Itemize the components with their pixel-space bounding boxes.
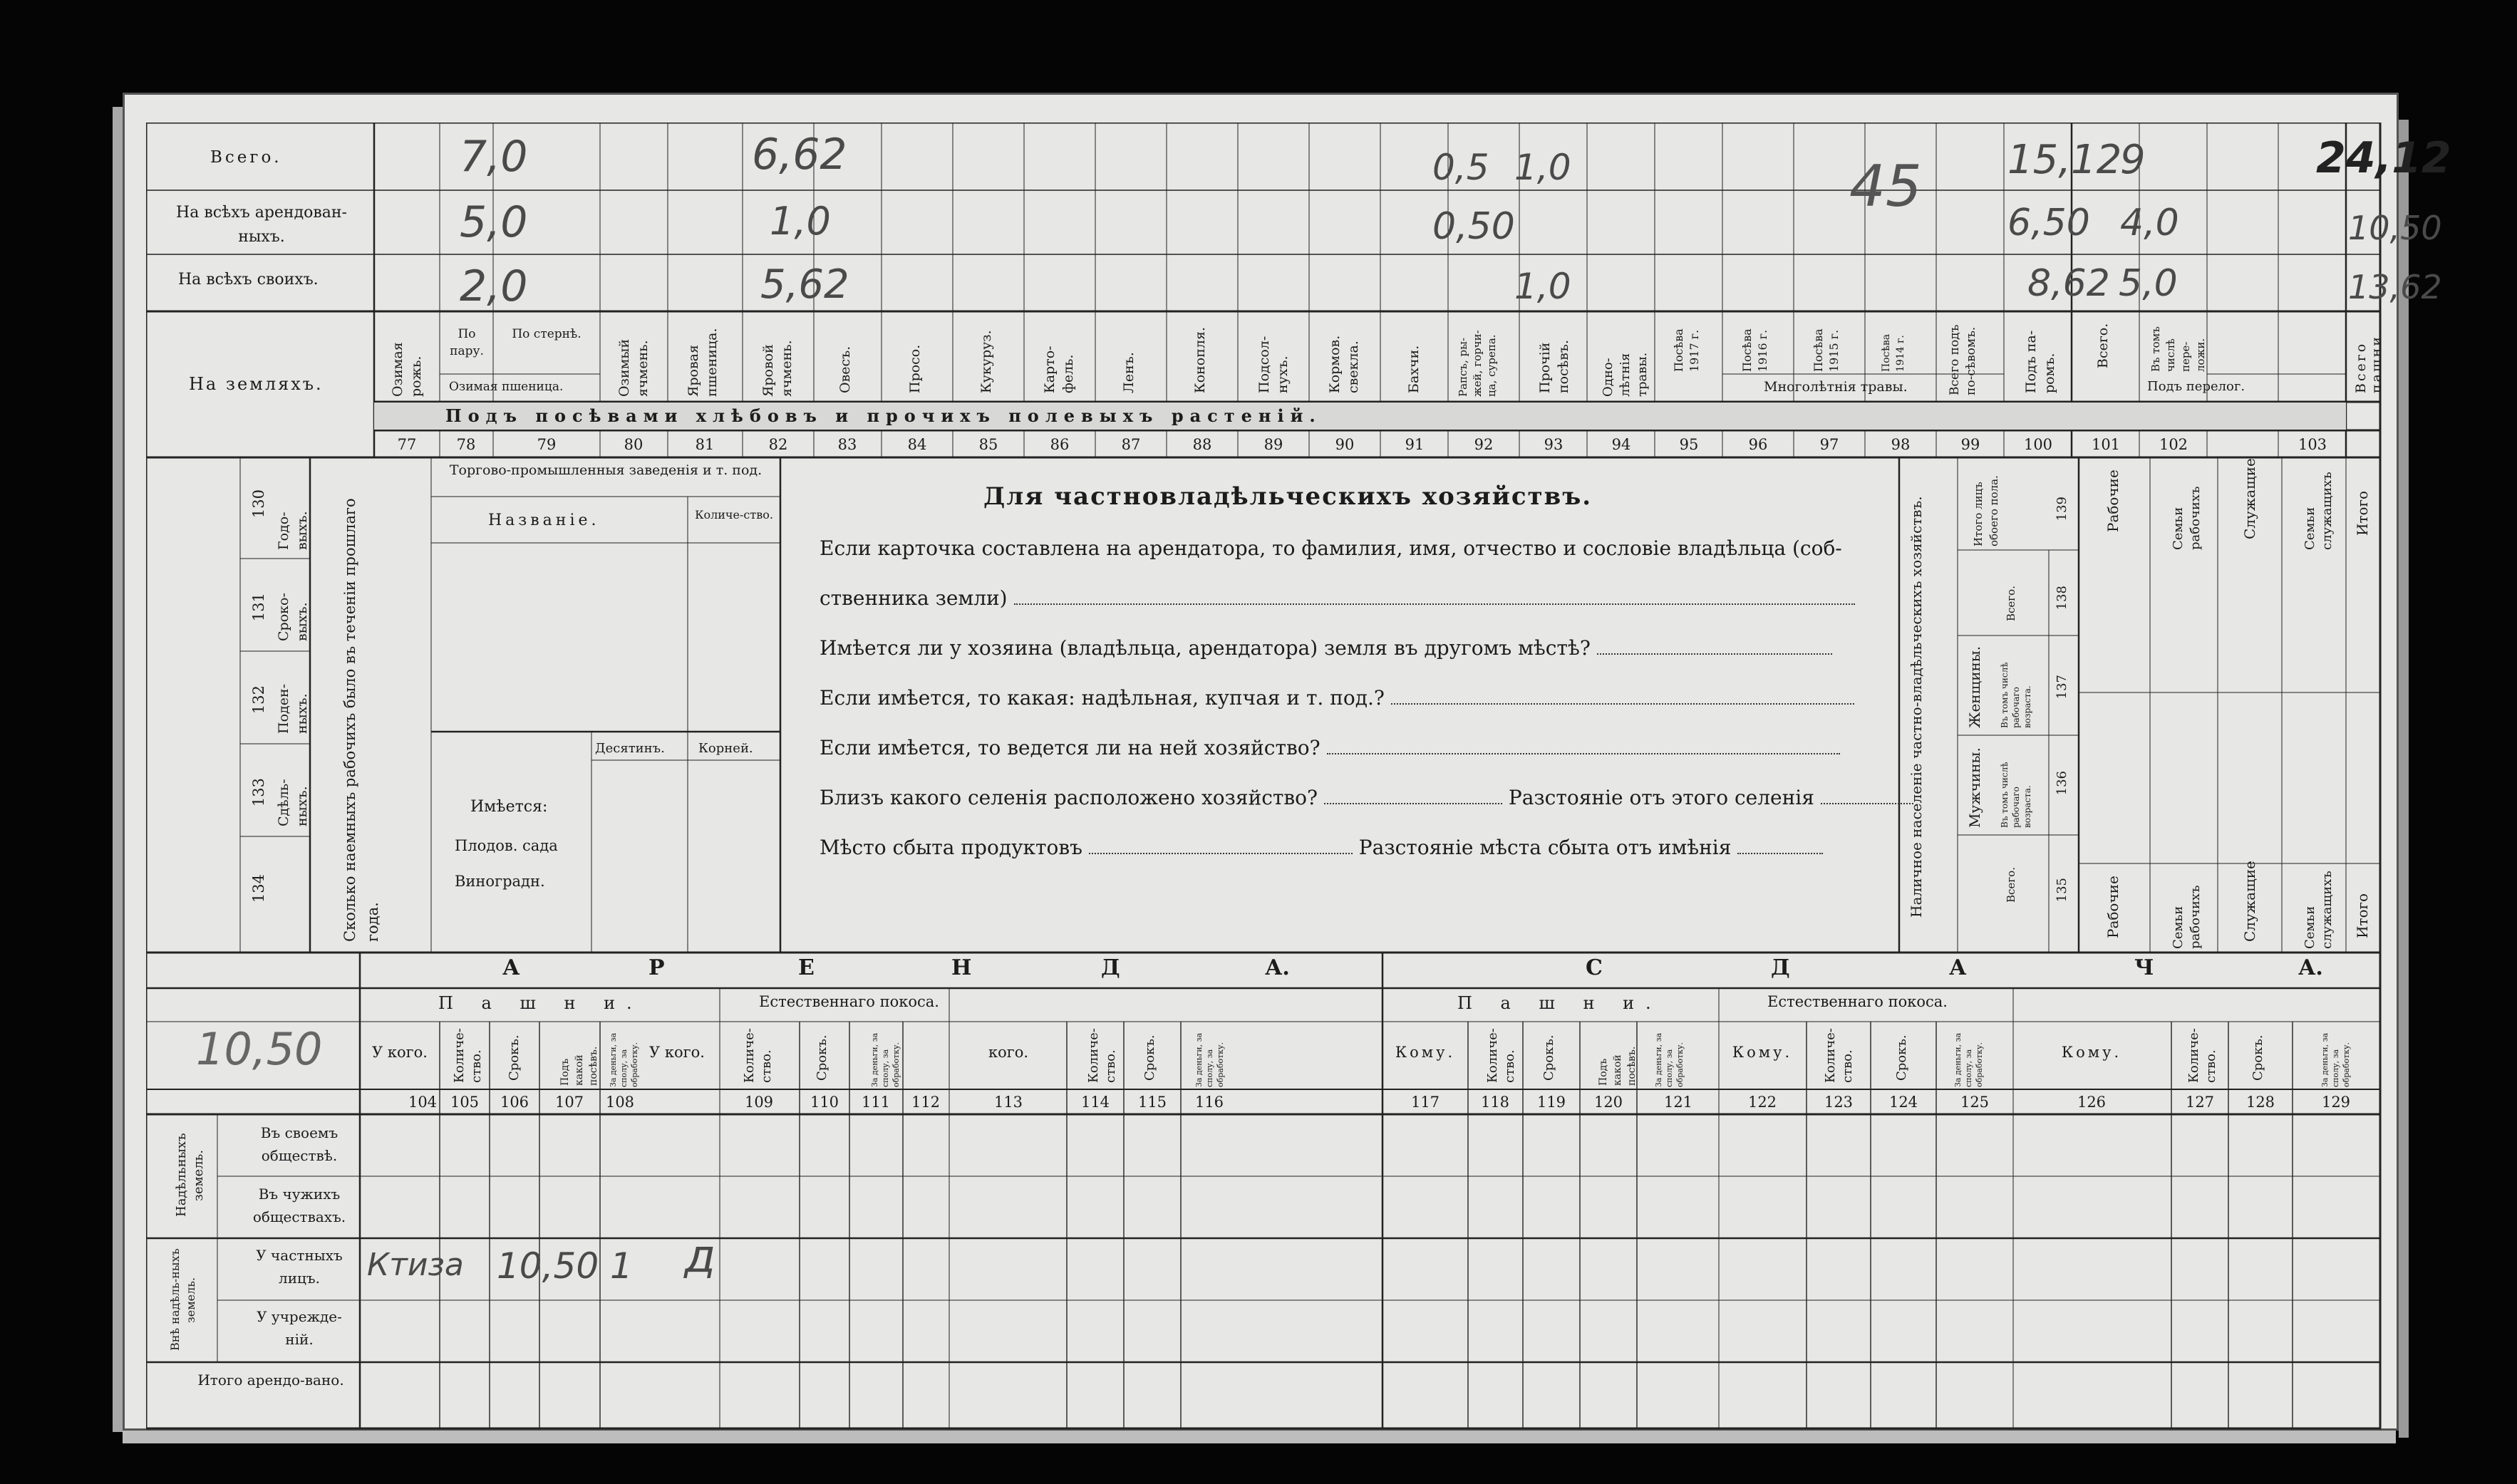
bcol-num-128: 128: [2245, 1094, 2275, 1111]
hw-rented-103: 10,50: [2348, 209, 2442, 247]
bcol-header-128: Срокъ.: [2250, 1034, 2265, 1081]
col-header-88: Конопля.: [1192, 326, 1208, 393]
pop-num-137: 137: [2055, 675, 2069, 700]
men-total-label: Всего.: [2005, 867, 2017, 903]
col-header-100: Подъ па-ромъ.: [2023, 330, 2057, 393]
private-line-which: [820, 688, 1854, 708]
bcol-header-118: Количе-ство.: [1485, 1028, 1517, 1083]
page-edge-left: [113, 107, 123, 1432]
private-line-distance-text: Разстоянiе отъ этого селенiя: [1508, 786, 1814, 809]
trade-qty-header: Количе-ство.: [695, 508, 773, 522]
bcol-header-113: кого.: [988, 1044, 1029, 1061]
col-header-81: Яровая пшеница.: [686, 328, 720, 397]
band-title: Подъ посѣвами хлѣбовъ и прочихъ полевыхъ растенiй.: [445, 405, 1322, 426]
bcol-num-123: 123: [1824, 1094, 1854, 1111]
market-distance-answer-field[interactable]: [1737, 853, 1823, 854]
hw-total-82: 6,62: [752, 130, 847, 180]
col-num-84: 84: [907, 436, 927, 453]
bcol-num-119: 119: [1536, 1094, 1566, 1111]
bcol-num-121: 121: [1663, 1094, 1693, 1111]
men-label: Мужчины.: [1966, 747, 1983, 828]
arenda-letter-2: Р: [648, 955, 665, 980]
bcol-header-126: Кому.: [2061, 1044, 2122, 1061]
women-label: Женщины.: [1966, 645, 1983, 728]
workers-title: Сколько наемныхъ рабочихъ было въ теченiи прошлаго года.: [341, 498, 381, 942]
bcol-header-125: За деньги, за сполу, за обработку.: [1953, 1032, 1984, 1087]
workers-col-133: Сдѣль-ныхъ.: [276, 779, 310, 826]
population-title: Наличное населенiе частно-владѣльческихъ хозяйствъ.: [1908, 496, 1925, 918]
distance-answer-field[interactable]: [1821, 803, 1913, 804]
bcol-num-126: 126: [2077, 1094, 2107, 1111]
bcol-header-114: Количе-ство.: [1086, 1028, 1118, 1083]
right-col-employees-2: Служащие: [2241, 861, 2258, 942]
workers-num-132: 132: [250, 685, 267, 715]
private-line-village-text: Близъ какого селенiя расположено хозяйство?: [820, 786, 1318, 809]
desyatin-header: Десятинъ.: [595, 741, 665, 756]
village-answer-field[interactable]: [1324, 803, 1502, 804]
right-col-total-2: Итого: [2354, 893, 2371, 938]
group-perennial: Многолѣтнiя травы.: [1764, 379, 1908, 395]
col-header-99: Всего подъ по-сѣвомъ.: [1948, 324, 1978, 395]
col-num-93: 93: [1544, 436, 1564, 453]
col-header-92: Рапсъ, ры-жей, горчи-ца, сурепа.: [1457, 330, 1498, 397]
bcol-header-129: За деньги, за сполу, за обработку.: [2320, 1032, 2351, 1087]
col-header-102: Въ томъ числѣ пере-ложи.: [2149, 326, 2207, 372]
pop-num-138: 138: [2055, 586, 2069, 611]
col-num-96: 96: [1748, 436, 1768, 453]
bcol-num-104: 104: [408, 1094, 438, 1111]
col-header-93: Прочiй посѣвъ.: [1537, 339, 1571, 393]
bcol-num-107: 107: [554, 1094, 584, 1111]
pop-num-136: 136: [2055, 771, 2069, 796]
trade-title: Торгово-промышленныя заведенiя и т. под.: [449, 462, 763, 478]
col-header-101: Всего.: [2095, 323, 2111, 368]
page-edge-right: [2399, 120, 2409, 1438]
farming-answer-field[interactable]: [1327, 753, 1840, 754]
hw-total-103: 24,12: [2316, 133, 2451, 183]
private-line-owner-cont-text: ственника земли): [820, 586, 1008, 610]
women-total-label: Всего.: [2005, 586, 2017, 621]
col-header-95: Посѣва 1917 г.: [1672, 328, 1701, 372]
arenda-letter-5: Д: [1101, 955, 1120, 980]
bcol-num-125: 125: [1960, 1094, 1990, 1111]
private-line-other-land: [820, 638, 1832, 658]
bcol-header-124: Срокъ.: [1894, 1034, 1909, 1081]
private-line-market-text: Мѣсто сбыта продуктовъ: [820, 836, 1082, 859]
group-fallow: Подъ перелог.: [2147, 379, 2245, 394]
bcol-header-111: Срокъ.: [815, 1034, 829, 1081]
workers-num-131: 131: [250, 593, 267, 622]
sdacha-letter-5: А.: [2298, 955, 2323, 980]
bcol-header-120: Подъ какой посѣвъ.: [1598, 1046, 1638, 1086]
col-header-78: По пару.: [450, 327, 484, 358]
hw-own-100: 5,0: [2119, 262, 2178, 305]
right-col-employee-families-2: Семьи служащихъ: [2302, 871, 2335, 949]
bcol-header-108: За деньги, за сполу, за обработку.: [609, 1032, 639, 1087]
bcol-header-121: За деньги, за сполу, за обработку.: [1654, 1032, 1685, 1087]
arenda-pashni: П а ш н и.: [438, 993, 644, 1013]
bcol-num-105: 105: [450, 1094, 480, 1111]
hw-private-105: 10,50 1: [497, 1245, 633, 1287]
bcol-num-113: 113: [993, 1094, 1023, 1111]
private-line-other-land-text: Имѣется ли у хозяина (владѣльца, арендатора) земля въ другомъ мѣстѣ?: [820, 636, 1591, 660]
arenda-letter-4: Н: [951, 955, 972, 980]
col-num-78: 78: [456, 436, 476, 453]
col-header-86: Карто-фель.: [1042, 346, 1076, 393]
col-num-89: 89: [1263, 436, 1283, 453]
total-both-sexes: Итого лицъ обоего пола.: [1972, 475, 2000, 546]
col-num-100: 100: [2023, 436, 2053, 453]
bcol-num-110: 110: [810, 1094, 839, 1111]
market-answer-field[interactable]: [1089, 853, 1353, 854]
col-num-97: 97: [1819, 436, 1839, 453]
bcol-header-104: У кого.: [372, 1044, 428, 1061]
private-line-farming: [820, 738, 1840, 758]
col-header-87: Ленъ.: [1121, 352, 1137, 393]
col-num-95: 95: [1679, 436, 1699, 453]
col-header-84: Просо.: [907, 344, 923, 393]
row-label-rented: На всѣхъ арендован-ныхъ.: [176, 204, 347, 246]
col-num-99: 99: [1960, 436, 1980, 453]
bcol-num-127: 127: [2185, 1094, 2215, 1111]
hw-rented-82: 1,0: [770, 199, 831, 244]
sdacha-letter-1: С: [1586, 955, 1603, 980]
form-sheet: [146, 123, 2451, 1433]
private-line-which-text: Если имѣется, то какая: надѣльная, купчая и т. под.?: [820, 686, 1385, 710]
col-num-101: 101: [2091, 436, 2121, 453]
bcol-header-122: Кому.: [1732, 1044, 1793, 1061]
private-line-farming-text: Если имѣется, то ведется ли на ней хозяйство?: [820, 736, 1320, 759]
col-num-94: 94: [1611, 436, 1631, 453]
bcol-num-120: 120: [1593, 1094, 1623, 1111]
bcol-num-115: 115: [1137, 1094, 1167, 1111]
hw-total-92: 1,0: [1514, 147, 1571, 188]
orchard-label: Плодов. сада: [455, 837, 558, 854]
bcol-header-117: Кому.: [1395, 1044, 1456, 1061]
col-header-85: Кукуруз.: [978, 330, 994, 393]
col-header-90: Кормов. свекла.: [1327, 335, 1361, 393]
bcol-header-116: За деньги, за сполу, за обработку.: [1194, 1032, 1225, 1087]
col-header-98: Посѣва 1914 г.: [1881, 333, 1906, 372]
which-land-answer-field[interactable]: [1391, 703, 1854, 705]
col-header-94: Одно-лѣтнiя травы.: [1601, 352, 1650, 397]
bcol-num-114: 114: [1080, 1094, 1110, 1111]
col-num-88: 88: [1192, 436, 1212, 453]
form-grid: [146, 123, 2387, 1433]
right-col-total: Итого: [2354, 490, 2371, 536]
col-header-79: По стернѣ.: [512, 327, 582, 341]
bcol-num-117: 117: [1410, 1094, 1440, 1111]
private-line-market-distance-text: Разстоянiе мѣста сбыта отъ имѣнiя: [1358, 836, 1732, 859]
bcol-num-109: 109: [744, 1094, 774, 1111]
bcol-num-108: 108: [605, 1094, 635, 1111]
col-header-89: Подсол-нухъ.: [1256, 336, 1291, 393]
group-wheat: Озимая пшеница.: [449, 380, 564, 394]
private-title: Для частновладѣльческихъ хозяйствъ.: [983, 482, 1593, 511]
bcol-num-112: 112: [911, 1094, 941, 1111]
group-non-allotment: Внѣ надѣль-ныхъ земель.: [168, 1248, 197, 1351]
col-num-90: 90: [1335, 436, 1355, 453]
right-col-workers-2: Рабочие: [2104, 876, 2121, 938]
sdacha-pashni: П а ш н и.: [1457, 993, 1663, 1013]
row-institutions: У учрежде-нiй.: [257, 1308, 342, 1348]
hw-own-92: 1,0: [1514, 266, 1571, 307]
arenda-letter-3: Е: [798, 955, 815, 980]
col-num-80: 80: [624, 436, 644, 453]
pop-num-135: 135: [2055, 878, 2069, 903]
owner-answer-field[interactable]: [1014, 603, 1855, 605]
col-num-86: 86: [1050, 436, 1070, 453]
col-header-97: Посѣва 1915 г.: [1811, 328, 1841, 372]
sdacha-pokos: Естественнаго покоса.: [1767, 993, 1948, 1010]
right-col-workers: Рабочие: [2104, 469, 2121, 532]
hw-rented-91: 0,50: [1432, 205, 1515, 248]
pop-num-139: 139: [2055, 497, 2069, 522]
hw-total-99: 15,12: [2007, 137, 2122, 183]
has-label: Имѣется:: [470, 798, 548, 816]
women-working-label: Въ томъ числѣ рабочаго возраста.: [2000, 662, 2032, 728]
men-working-label: Въ томъ числѣ рабочаго возраста.: [2000, 762, 2032, 828]
bcol-header-112: За деньги, за сполу, за обработку.: [870, 1032, 901, 1087]
arenda-letter-1: А: [502, 955, 520, 980]
right-col-employees: Служащие: [2241, 458, 2258, 539]
bcol-num-129: 129: [2321, 1094, 2351, 1111]
bcol-header-105: Количе-ство.: [452, 1028, 484, 1083]
hw-own-103: 13,62: [2348, 268, 2442, 306]
bcol-num-118: 118: [1480, 1094, 1510, 1111]
private-line-market: [820, 838, 1823, 858]
col-header-77: Озимая рожь.: [390, 342, 424, 397]
col-header-103: Всего пашни.: [2353, 328, 2384, 393]
col-num-82: 82: [768, 436, 788, 453]
sdacha-letter-4: Ч: [2134, 955, 2154, 980]
col-num-87: 87: [1121, 436, 1141, 453]
right-col-worker-families-2: Семьи рабочихъ: [2171, 885, 2203, 949]
hw-private-108: д: [684, 1230, 716, 1283]
col-num-103: 103: [2298, 436, 2327, 453]
right-col-worker-families: Семьи рабочихъ: [2171, 486, 2203, 550]
other-land-answer-field[interactable]: [1597, 653, 1832, 655]
arenda-pokos: Естественнаго покоса.: [759, 993, 939, 1010]
col-header-80: Озимый ячмень.: [616, 338, 651, 397]
col-num-77: 77: [397, 436, 417, 453]
bcol-num-124: 124: [1888, 1094, 1918, 1111]
col-num-79: 79: [537, 436, 557, 453]
row-own-community: Въ своемъ обществѣ.: [260, 1124, 338, 1164]
private-line-owner: Если карточка составлена на арендатора, то фамилия, имя, отчество и сословiе владѣльца (соб-: [820, 536, 1842, 560]
hw-total-96: 45: [1849, 153, 1922, 219]
workers-col-130: Годо-выхъ.: [276, 511, 310, 550]
sdacha-letter-2: Д: [1771, 955, 1790, 980]
bcol-header-107: Подъ какой посѣвъ.: [559, 1046, 599, 1086]
vineyard-label: Виноградн.: [455, 873, 545, 890]
workers-col-132: Поден-ныхъ.: [276, 683, 310, 734]
row-other-communities: Въ чужихъ обществахъ.: [252, 1185, 346, 1225]
bcol-num-111: 111: [861, 1094, 891, 1111]
col-header-91: Бахчи.: [1406, 345, 1422, 393]
col-num-85: 85: [978, 436, 998, 453]
row-label-lands: На земляхъ.: [189, 374, 324, 394]
bcol-header-106: Срокъ.: [507, 1034, 522, 1081]
col-num-81: 81: [695, 436, 715, 453]
row-private-persons: У частныхъ лицъ.: [256, 1247, 343, 1287]
hw-own-99: 8,62: [2027, 262, 2110, 305]
bcol-header-119: Срокъ.: [1541, 1034, 1556, 1081]
hw-total-100: 9: [2120, 137, 2146, 183]
bcol-num-106: 106: [500, 1094, 529, 1111]
private-line-owner-cont: [820, 588, 1855, 608]
row-total-rented: Итого арендо-вано.: [197, 1371, 344, 1389]
bcol-num-122: 122: [1747, 1094, 1777, 1111]
workers-col-131: Сроко-выхъ.: [276, 593, 310, 641]
hw-total-91: 0,5: [1432, 147, 1489, 188]
hw-rented-100: 4,0: [2120, 202, 2179, 244]
group-allotment: Надѣльныхъ земель.: [174, 1133, 206, 1218]
workers-num-130: 130: [250, 489, 267, 519]
workers-num-134: 134: [250, 874, 267, 903]
bcol-num-116: 116: [1194, 1094, 1224, 1111]
hw-private-104: Ктиза: [367, 1247, 464, 1283]
hw-own-82: 5,62: [760, 261, 849, 308]
bcol-header-127: Количе-ство.: [2186, 1028, 2218, 1083]
col-header-82: Яровой ячмень.: [760, 340, 795, 397]
col-header-83: Овесъ.: [837, 346, 853, 393]
workers-num-133: 133: [250, 778, 267, 807]
sdacha-letter-3: А: [1949, 955, 1967, 980]
col-num-91: 91: [1405, 436, 1425, 453]
bcol-header-115: Срокъ.: [1142, 1034, 1157, 1081]
row-label-total: Всего.: [210, 148, 282, 167]
hw-rented-99: 6,50: [2007, 202, 2090, 244]
hw-side-total: 10,50: [196, 1023, 323, 1075]
korney-header: Корней.: [698, 741, 753, 756]
right-col-employee-families: Семьи служащихъ: [2302, 472, 2335, 550]
col-num-98: 98: [1891, 436, 1911, 453]
private-line-village: [820, 788, 1913, 808]
trade-name-header: Названiе.: [488, 512, 600, 529]
hw-own-77: 2,0: [460, 261, 528, 311]
col-num-83: 83: [837, 436, 857, 453]
col-header-96: Посѣва 1916 г.: [1740, 328, 1769, 372]
hw-total-77: 7,0: [460, 132, 528, 182]
hw-rented-77: 5,0: [460, 197, 528, 247]
col-num-102: 102: [2159, 436, 2188, 453]
col-num-92: 92: [1474, 436, 1494, 453]
bcol-header-110: Количе-ство.: [742, 1028, 774, 1083]
arenda-letter-6: А.: [1265, 955, 1290, 980]
row-label-own: На всѣхъ своихъ.: [178, 271, 319, 289]
bcol-header-109: У кого.: [649, 1044, 705, 1061]
bcol-header-123: Количе-ство.: [1823, 1028, 1855, 1083]
